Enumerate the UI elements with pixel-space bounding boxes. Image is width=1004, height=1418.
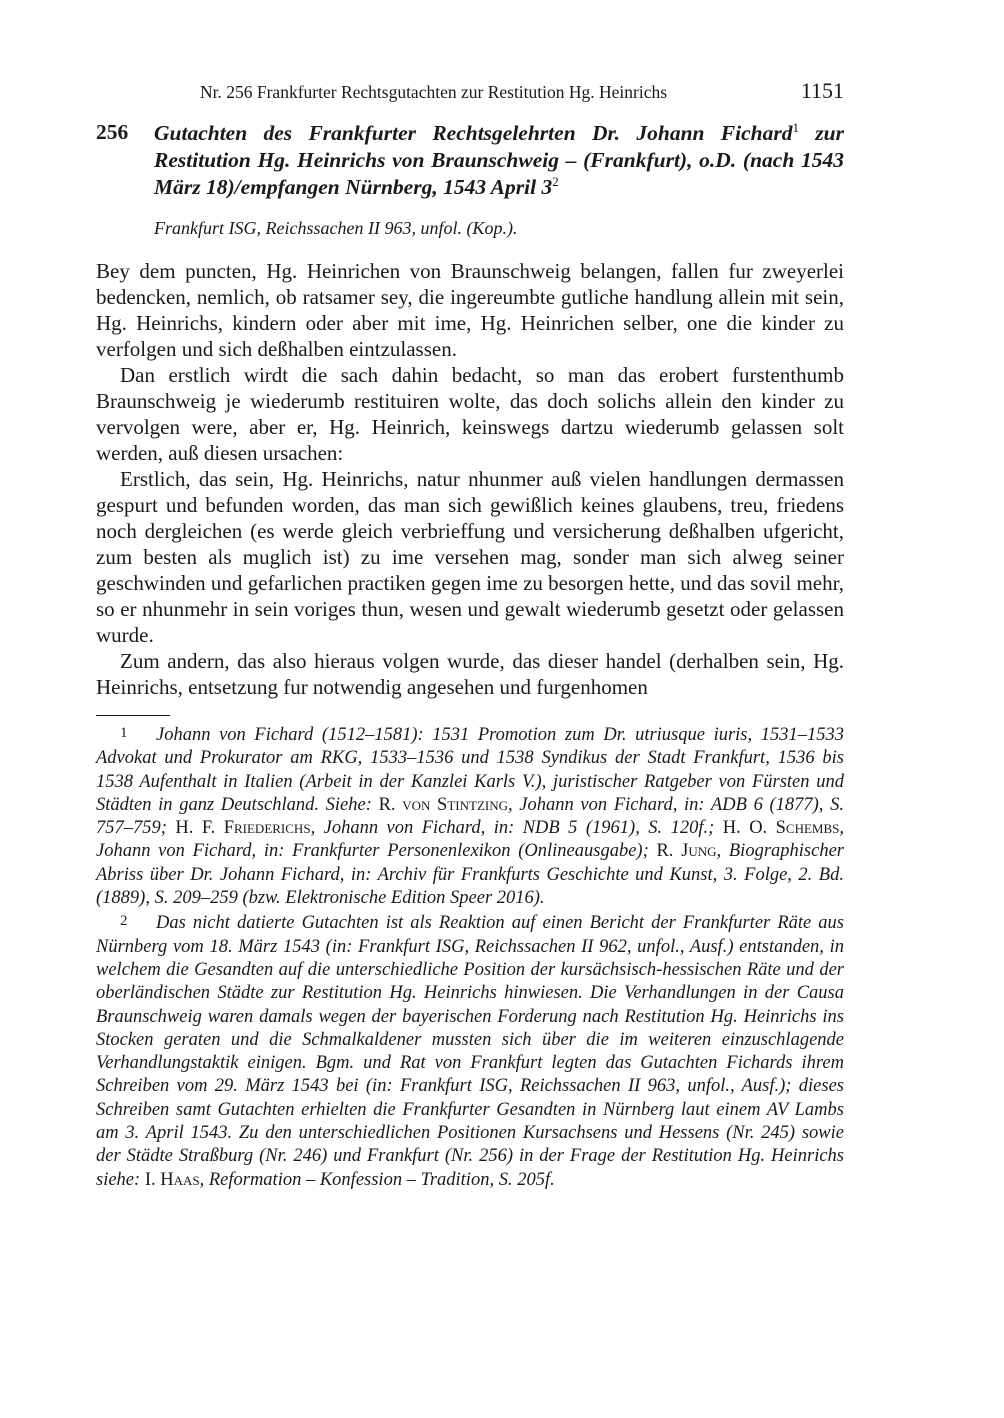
running-head-title: Nr. 256 Frankfurter Rechtsgutachten zur Restitution Hg. Heinrichs	[200, 82, 668, 102]
author-name: H. O. Schembs	[722, 818, 840, 839]
footnote-text: Johann von Fichard (1512–1581): 1531 Promotion zum Dr. utriusque iuris, 1531–1533 Advokat und Prokurator am RKG, 1533–1536 und 1538 Syndikus der Stadt Frankfurt, 1536 bis 1538 Aufenthalt in Italien (Arbeit in der Kanzlei Karls V.), juristischer Ratgeber von Fürsten und Städten in ganz Deutschland. Siehe:	[96, 725, 844, 815]
body-text	[96, 258, 844, 700]
document-number: 256	[96, 120, 129, 144]
source-citation: Frankfurt ISG, Reichssachen II 963, unfol. (Kop.).	[154, 218, 518, 238]
footnote-text: , Biographischer Abriss über Dr. Johann Fichard, in: Archiv für Frankfurts Geschichte und Kunst, 3. Folge, 2. Bd. (1889), S. 209–259 (bzw. Elektronische Edition Speer 2016).	[96, 841, 844, 909]
author-name: R. Jung	[656, 841, 717, 862]
running-head	[96, 78, 844, 108]
footnote-divider	[96, 715, 170, 716]
footnotes	[96, 722, 844, 1192]
title-text-1: Gutachten des Frankfurter Rechtsgelehrten Dr. Johann Fichard	[154, 121, 793, 145]
title-text-2: zur Restitution Hg. Heinrichs von Braunschweig – (Frankfurt), o.D. (nach 1543 März 18)/empfangen Nürnberg, 1543 April 3	[154, 121, 844, 199]
footnote-text: , Johann von Fichard, in: NDB 5 (1961), S. 120f.;	[310, 818, 723, 839]
footnote-number: 1	[120, 725, 128, 741]
footnote-number: 2	[120, 913, 128, 930]
footnote-2	[96, 910, 844, 1192]
body-paragraph: Zum andern, das also hieraus volgen wurde, das dieser handel (derhalben sein, Hg. Heinrichs, entsetzung fur notwendig angesehen und furgenhomen	[96, 649, 844, 699]
footnote-text: , Reformation – Konfession – Tradition, S. 205f.	[199, 1169, 555, 1190]
document-title	[154, 120, 844, 201]
page-number: 1151	[800, 78, 844, 103]
footnote-1	[96, 722, 844, 910]
footnote-text: , Johann von Fichard, in: Frankfurter Personenlexikon (Onlineausgabe);	[96, 818, 845, 862]
author-name: H. F. Friederichs	[175, 818, 311, 839]
body-paragraph: Erstlich, das sein, Hg. Heinrichs, natur nhunmer auß vielen handlungen dermassen gespurt und befunden worden, das man sich gewißlich keines glaubens, treu, friedens noch dergleichen (es werde gleich verbrieffung und versicherung deßhalben ufgericht, zum besten als muglich ist) zu ime versehen mag, sonder man sich alweg seiner geschwinden und gefarlichen practiken gegen ime zu besorgen hette, und das sovil mehr, so er nhunmehr in sein voriges thun, wesen und gewalt wiederumb gesetzt oder gelassen wurde.	[96, 467, 844, 647]
document-heading	[96, 120, 844, 201]
author-name: I. Haas	[144, 1169, 200, 1190]
footnote-ref-1[interactable]: 1	[792, 119, 799, 135]
footnote-ref-2[interactable]: 2	[552, 173, 559, 189]
footnote-text: , Johann von Fichard, in: ADB 6 (1877), S. 757–759;	[96, 794, 844, 839]
author-name: R. von Stintzing	[378, 794, 508, 815]
body-paragraph: Dan erstlich wirdt die sach dahin bedacht, so man das erobert furstenthumb Braunschweig je wiederumb restituiren wolte, das doch solichs allein den kinder zu vervolgen were, aber er, Hg. Heinrich, keinswegs dartzu wiederumb gelassen solt werden, auß diesen ursachen:	[96, 363, 844, 465]
body-paragraph: Bey dem puncten, Hg. Heinrichen von Braunschweig belangen, fallen fur zweyerlei bedencken, nemlich, ob ratsamer sey, die ingereumbte gutliche handlung allein mit sein, Hg. Heinrichs, kindern oder aber mit ime, Hg. Heinrichen selber, one die kinder zu verfolgen und sich deßhalben eintzulassen.	[96, 259, 844, 361]
footnote-text: Das nicht datierte Gutachten ist als Reaktion auf einen Bericht der Frankfurter Räte aus Nürnberg vom 18. März 1543 (in: Frankfurt ISG, Reichssachen II 962, unfol., Ausf.) entstanden, in welchem die Gesandten auf die unterschiedliche Position der kursächsisch-hessischen Räte und der oberländischen Städte zur Restitution Hg. Heinrichs hinwiesen. Die Verhandlungen in der Causa Braunschweig waren damals wegen der bayerischen Forderung nach Restitution Hg. Heinrichs ins Stocken geraten und die Schmalkaldener mussten sich über die im weiteren einzuschlagende Verhandlungstaktik einigen. Bgm. und Rat von Frankfurt legten das Gutachten Fichards ihrem Schreiben vom 29. März 1543 bei (in: Frankfurt ISG, Reichssachen II 963, unfol., Ausf.); dieses Schreiben samt Gutachten erhielten die Frankfurter Gesandten in Nürnberg laut einem AV Lambs am 3. April 1543. Zu den unterschiedlichen Positionen Kursachsens und Hessens (Nr. 245) sowie der Städte Straßburg (Nr. 246) und Frankfurt (Nr. 256) in der Frage der Restitution Hg. Heinrichs siehe:	[96, 913, 844, 1190]
